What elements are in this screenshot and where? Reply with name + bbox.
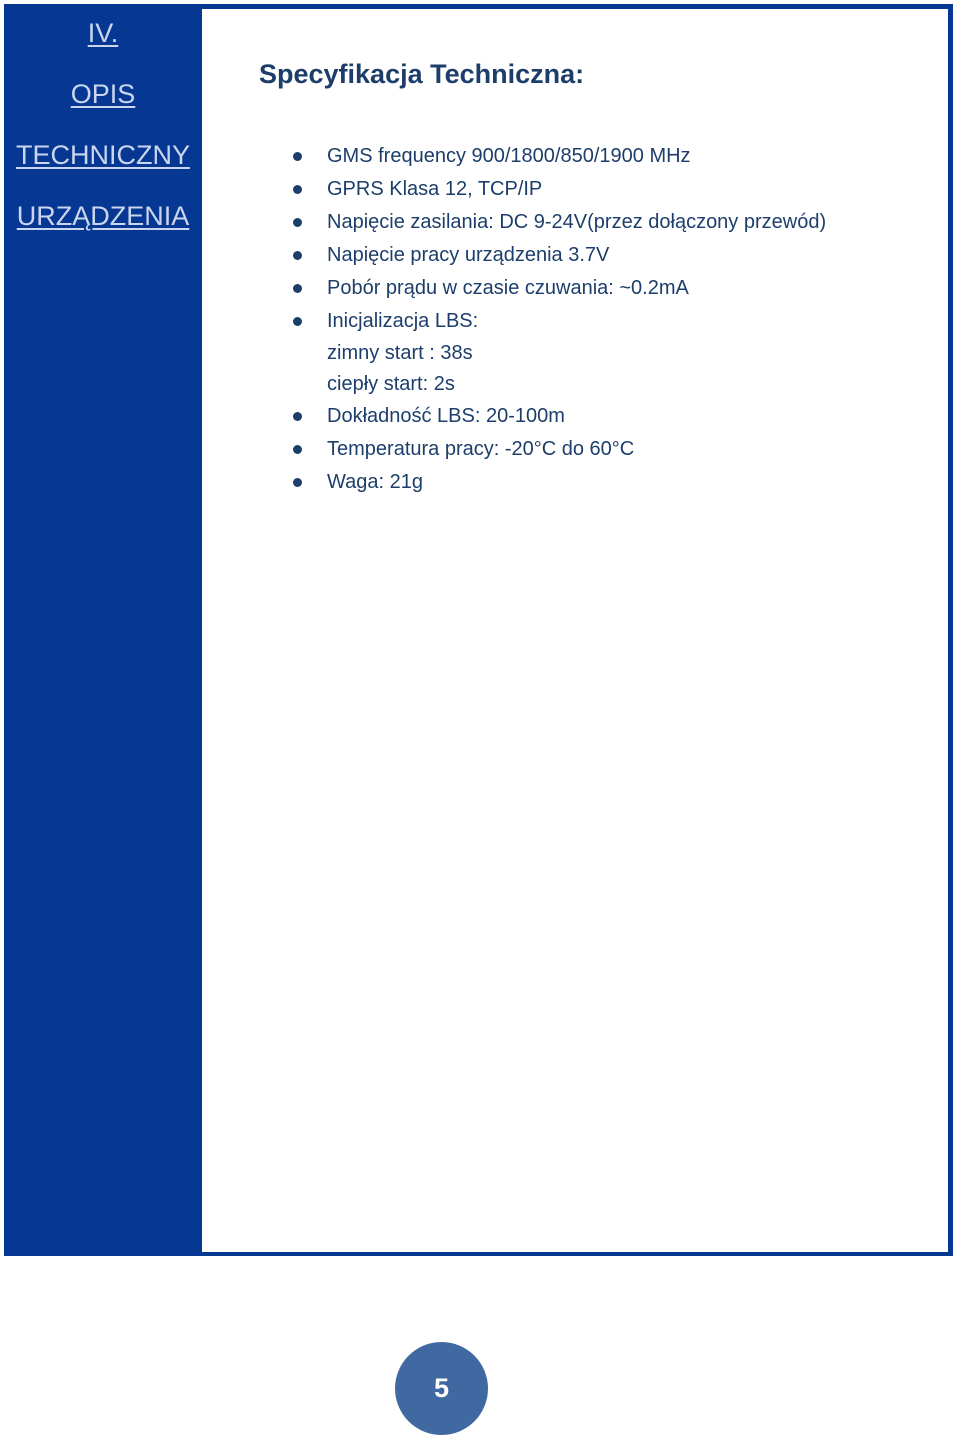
page-frame (4, 4, 953, 1256)
bullet-icon (293, 445, 302, 454)
spec-item (202, 400, 942, 433)
spec-item-text: Waga: 21g (327, 471, 423, 493)
section-title-line-3: URZĄDZENIA (16, 201, 190, 231)
spec-item-text: Inicjalizacja LBS: (327, 310, 479, 332)
spec-subitem (202, 338, 942, 369)
spec-item (202, 239, 942, 272)
bullet-icon (293, 284, 302, 293)
bullet-icon (293, 412, 302, 421)
bullet-icon (293, 218, 302, 227)
spec-subitem (202, 369, 942, 400)
section-sidebar (4, 4, 202, 1256)
spec-item (202, 466, 942, 499)
spec-item-text: Napięcie zasilania: DC 9-24V(przez dołączony przewód) (327, 211, 827, 233)
bullet-icon (293, 478, 302, 487)
spec-item-text: GPRS Klasa 12, TCP/IP (327, 178, 543, 200)
spec-item (202, 305, 942, 338)
spec-item-text: Pobór prądu w czasie czuwania: ~0.2mA (327, 277, 689, 299)
spec-item (202, 140, 942, 173)
bullet-icon (293, 152, 302, 161)
spec-item-text: Temperatura pracy: -20°C do 60°C (327, 438, 635, 460)
bullet-icon (293, 317, 302, 326)
spec-item (202, 173, 942, 206)
bullet-icon (293, 185, 302, 194)
spec-item-text: zimny start : 38s (327, 342, 473, 364)
section-number: IV. (87, 18, 119, 48)
content-panel (202, 9, 948, 1252)
bullet-icon (293, 251, 302, 260)
spec-item (202, 272, 942, 305)
spec-item (202, 206, 942, 239)
spec-item-text: ciepły start: 2s (327, 373, 455, 395)
page-number-badge: 5 (395, 1342, 488, 1435)
section-title-line-1: OPIS (70, 79, 136, 109)
spec-item-text: Napięcie pracy urządzenia 3.7V (327, 244, 610, 266)
spec-list (202, 140, 942, 499)
page-title: Specyfikacja Techniczna: (259, 59, 585, 89)
spec-item (202, 433, 942, 466)
spec-item-text: GMS frequency 900/1800/850/1900 MHz (327, 145, 691, 167)
section-title-line-2: TECHNICZNY (16, 140, 190, 170)
spec-item-text: Dokładność LBS: 20-100m (327, 405, 565, 427)
